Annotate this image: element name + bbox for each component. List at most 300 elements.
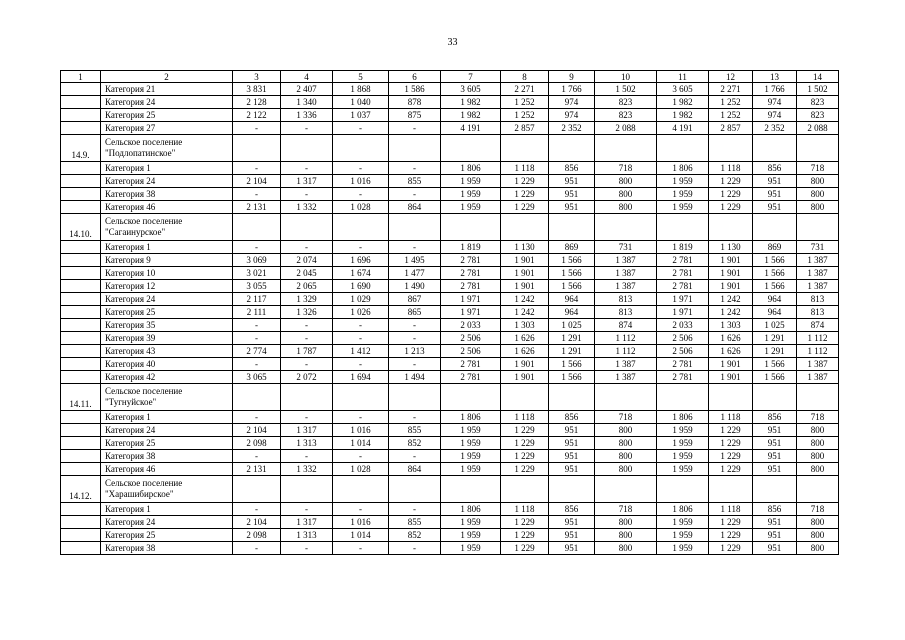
value-cell: 2 098 [233,437,281,450]
table-row [61,188,839,201]
table-row [61,450,839,463]
value-cell: 1 112 [797,345,839,358]
value-cell: 1 291 [753,345,797,358]
value-cell: 1 229 [501,463,549,476]
value-cell: 1 332 [281,201,333,214]
table-row [61,241,839,254]
value-cell: 2 781 [441,267,501,280]
table-row [61,463,839,476]
value-cell: 869 [753,241,797,254]
value-cell: 1 387 [595,280,657,293]
empty-cell [753,214,797,241]
value-cell: 1 252 [501,109,549,122]
value-cell: 800 [797,450,839,463]
value-cell: 1 387 [797,254,839,267]
value-cell: 2 506 [441,345,501,358]
value-cell: 2 857 [501,122,549,135]
value-cell: 2 111 [233,306,281,319]
value-cell: 2 131 [233,201,281,214]
value-cell: 874 [797,319,839,332]
column-header: 10 [595,71,657,83]
value-cell: 1 336 [281,109,333,122]
value-cell: 1 626 [709,345,753,358]
value-cell: 951 [549,516,595,529]
value-cell: 852 [389,437,441,450]
row-number [61,293,101,306]
value-cell: 1 959 [657,529,709,542]
row-number [61,319,101,332]
value-cell: 951 [753,529,797,542]
empty-cell [709,135,753,162]
value-cell: 2 088 [595,122,657,135]
row-number [61,358,101,371]
value-cell: 2 104 [233,424,281,437]
value-cell: 718 [797,411,839,424]
value-cell: 951 [753,188,797,201]
value-cell: 1 787 [281,345,333,358]
section-row [61,384,839,411]
value-cell: 800 [797,175,839,188]
value-cell: - [233,332,281,345]
row-number [61,371,101,384]
value-cell: 1 901 [501,254,549,267]
value-cell: 1 317 [281,424,333,437]
value-cell: 1 229 [709,175,753,188]
value-cell: 951 [753,437,797,450]
value-cell: 1 696 [333,254,389,267]
value-cell: 951 [549,188,595,201]
value-cell: 1 971 [657,306,709,319]
value-cell: 1 806 [657,503,709,516]
value-cell: 856 [549,162,595,175]
value-cell: 3 605 [657,83,709,96]
value-cell: 1 029 [333,293,389,306]
value-cell: 1 766 [549,83,595,96]
empty-cell [389,135,441,162]
value-cell: 1 040 [333,96,389,109]
section-number: 14.11. [61,384,101,411]
value-cell: 855 [389,175,441,188]
value-cell: 2 271 [501,83,549,96]
empty-cell [709,384,753,411]
value-cell: 2 033 [657,319,709,332]
table-row [61,96,839,109]
value-cell: 1 626 [501,332,549,345]
value-cell: 1 130 [709,241,753,254]
value-cell: 951 [549,463,595,476]
empty-cell [657,214,709,241]
value-cell: 867 [389,293,441,306]
value-cell: 1 959 [441,463,501,476]
value-cell: 2 781 [441,280,501,293]
value-cell: 800 [797,516,839,529]
value-cell: 1 291 [753,332,797,345]
value-cell: 951 [549,542,595,555]
value-cell: 1 566 [549,267,595,280]
value-cell: 4 191 [657,122,709,135]
value-cell: 1 229 [501,424,549,437]
value-cell: 1 626 [709,332,753,345]
value-cell: 1 901 [501,371,549,384]
tariff-table [60,70,839,555]
empty-cell [549,384,595,411]
empty-cell [441,476,501,503]
value-cell: 1 806 [441,503,501,516]
value-cell: 1 242 [501,293,549,306]
section-row [61,214,839,241]
empty-cell [233,384,281,411]
table-row [61,345,839,358]
value-cell: 1 340 [281,96,333,109]
value-cell: 1 806 [441,162,501,175]
value-cell: 1 028 [333,463,389,476]
value-cell: 800 [797,437,839,450]
value-cell: - [333,319,389,332]
empty-cell [797,476,839,503]
value-cell: 1 502 [797,83,839,96]
empty-cell [549,135,595,162]
value-cell: 1 566 [549,280,595,293]
table-body [61,71,839,555]
value-cell: 1 959 [441,542,501,555]
section-name-line2: "Сагаинурское" [105,227,166,237]
value-cell: 1 694 [333,371,389,384]
value-cell: 1 387 [595,358,657,371]
value-cell: - [389,332,441,345]
table-row [61,332,839,345]
empty-cell [389,476,441,503]
empty-cell [595,214,657,241]
value-cell: 1 495 [389,254,441,267]
value-cell: 1 252 [709,109,753,122]
value-cell: 800 [595,188,657,201]
value-cell: 1 118 [709,162,753,175]
value-cell: 1 626 [501,345,549,358]
value-cell: 3 055 [233,280,281,293]
value-cell: 1 229 [709,201,753,214]
value-cell: - [233,358,281,371]
value-cell: 951 [753,424,797,437]
column-header: 8 [501,71,549,83]
value-cell: 1 971 [657,293,709,306]
table-row [61,371,839,384]
column-header: 7 [441,71,501,83]
value-cell: 823 [595,96,657,109]
empty-cell [389,214,441,241]
value-cell: - [389,241,441,254]
value-cell: 1 959 [441,516,501,529]
value-cell: 3 605 [441,83,501,96]
section-name-line1: Сельское поселение [105,478,183,488]
value-cell: - [333,542,389,555]
empty-cell [501,476,549,503]
row-number [61,83,101,96]
value-cell: 800 [797,463,839,476]
value-cell: 1 242 [501,306,549,319]
value-cell: 1 959 [441,201,501,214]
section-name [101,135,233,162]
value-cell: 951 [549,437,595,450]
value-cell: 1 901 [501,280,549,293]
empty-cell [389,384,441,411]
value-cell: 951 [753,463,797,476]
value-cell: 964 [753,306,797,319]
value-cell: 2 072 [281,371,333,384]
value-cell: 1 502 [595,83,657,96]
value-cell: - [333,411,389,424]
row-number [61,450,101,463]
value-cell: 1 387 [797,267,839,280]
row-number [61,109,101,122]
header-row [61,71,839,83]
value-cell: 1 674 [333,267,389,280]
value-cell: 1 229 [501,437,549,450]
value-cell: 1 025 [753,319,797,332]
value-cell: 718 [797,503,839,516]
value-cell: - [233,122,281,135]
value-cell: 800 [595,529,657,542]
row-number [61,122,101,135]
empty-cell [501,135,549,162]
value-cell: 974 [753,109,797,122]
row-number [61,516,101,529]
empty-cell [441,214,501,241]
value-cell: 869 [549,241,595,254]
category-name: Категория 1 [101,411,233,424]
value-cell: 1 014 [333,437,389,450]
row-number [61,503,101,516]
category-name: Категория 25 [101,306,233,319]
value-cell: 2 857 [709,122,753,135]
row-number [61,306,101,319]
category-name: Категория 24 [101,424,233,437]
value-cell: - [333,450,389,463]
value-cell: - [281,542,333,555]
table-row [61,358,839,371]
value-cell: 1 982 [441,96,501,109]
value-cell: 3 069 [233,254,281,267]
value-cell: 1 229 [501,201,549,214]
value-cell: - [389,358,441,371]
value-cell: 2 781 [657,358,709,371]
value-cell: - [233,450,281,463]
value-cell: 1 690 [333,280,389,293]
value-cell: 1 959 [657,201,709,214]
value-cell: 1 242 [709,293,753,306]
empty-cell [753,476,797,503]
empty-cell [441,135,501,162]
value-cell: 731 [797,241,839,254]
value-cell: 1 959 [441,437,501,450]
value-cell: 856 [549,411,595,424]
category-name: Категория 12 [101,280,233,293]
value-cell: - [389,450,441,463]
value-cell: 800 [797,542,839,555]
value-cell: 2 074 [281,254,333,267]
value-cell: 1 971 [441,293,501,306]
row-number [61,267,101,280]
section-row [61,135,839,162]
value-cell: 823 [595,109,657,122]
value-cell: 1 387 [797,358,839,371]
table-row [61,201,839,214]
value-cell: 1 291 [549,332,595,345]
value-cell: 2 122 [233,109,281,122]
value-cell: 1 387 [595,267,657,280]
column-header: 1 [61,71,101,83]
value-cell: 1 252 [709,96,753,109]
value-cell: 1 819 [441,241,501,254]
value-cell: - [233,241,281,254]
category-name: Категория 40 [101,358,233,371]
empty-cell [333,214,389,241]
value-cell: 800 [797,424,839,437]
row-number [61,254,101,267]
value-cell: - [233,503,281,516]
value-cell: 1 016 [333,516,389,529]
row-number [61,424,101,437]
value-cell: 1 566 [753,358,797,371]
value-cell: 1 959 [657,450,709,463]
value-cell: 2 088 [797,122,839,135]
value-cell: 1 026 [333,306,389,319]
value-cell: 718 [595,162,657,175]
value-cell: 1 959 [441,175,501,188]
value-cell: 2 781 [657,267,709,280]
value-cell: 856 [753,503,797,516]
value-cell: 3 021 [233,267,281,280]
value-cell: 823 [797,109,839,122]
empty-cell [333,135,389,162]
section-name-line2: "Подлопатинское" [105,148,176,158]
value-cell: 1 130 [501,241,549,254]
column-header: 13 [753,71,797,83]
value-cell: - [233,319,281,332]
value-cell: 1 028 [333,201,389,214]
value-cell: 1 959 [657,175,709,188]
value-cell: - [333,503,389,516]
row-number [61,201,101,214]
value-cell: 2 117 [233,293,281,306]
value-cell: 1 586 [389,83,441,96]
value-cell: 1 971 [441,306,501,319]
value-cell: - [281,332,333,345]
column-header: 4 [281,71,333,83]
value-cell: 1 566 [549,371,595,384]
value-cell: 1 229 [501,542,549,555]
row-number [61,411,101,424]
table-row [61,175,839,188]
row-number [61,529,101,542]
value-cell: 1 303 [709,319,753,332]
category-name: Категория 25 [101,437,233,450]
table-row [61,529,839,542]
value-cell: 1 229 [709,188,753,201]
empty-cell [709,476,753,503]
value-cell: 2 033 [441,319,501,332]
row-number [61,96,101,109]
empty-cell [595,384,657,411]
value-cell: 1 566 [753,267,797,280]
value-cell: 2 407 [281,83,333,96]
value-cell: 2 506 [441,332,501,345]
value-cell: 951 [549,529,595,542]
value-cell: 1 982 [657,109,709,122]
value-cell: 1 477 [389,267,441,280]
table-row [61,424,839,437]
empty-cell [501,214,549,241]
table-row [61,83,839,96]
value-cell: 1 118 [709,411,753,424]
column-header: 12 [709,71,753,83]
value-cell: 1 868 [333,83,389,96]
value-cell: 1 313 [281,437,333,450]
table-row [61,437,839,450]
row-number [61,345,101,358]
row-number [61,241,101,254]
value-cell: 1 213 [389,345,441,358]
value-cell: 813 [595,293,657,306]
column-header: 2 [101,71,233,83]
value-cell: 1 806 [657,411,709,424]
row-number [61,437,101,450]
table-row [61,306,839,319]
value-cell: 2 506 [657,332,709,345]
value-cell: 800 [595,175,657,188]
value-cell: 1 387 [797,280,839,293]
column-header: 11 [657,71,709,83]
value-cell: 1 303 [501,319,549,332]
empty-cell [797,214,839,241]
table-row [61,254,839,267]
value-cell: 813 [797,293,839,306]
value-cell: 1 959 [657,437,709,450]
value-cell: - [281,162,333,175]
value-cell: 1 118 [709,503,753,516]
value-cell: 800 [595,463,657,476]
value-cell: - [281,450,333,463]
table-row [61,280,839,293]
value-cell: 731 [595,241,657,254]
table-row [61,109,839,122]
value-cell: 1 313 [281,529,333,542]
value-cell: 875 [389,109,441,122]
value-cell: 1 118 [501,411,549,424]
section-number: 14.10. [61,214,101,241]
section-number: 14.9. [61,135,101,162]
value-cell: 2 098 [233,529,281,542]
value-cell: 1 901 [709,371,753,384]
value-cell: 1 229 [709,450,753,463]
value-cell: 800 [595,450,657,463]
value-cell: - [333,358,389,371]
value-cell: 2 065 [281,280,333,293]
category-name: Категория 38 [101,450,233,463]
value-cell: 718 [797,162,839,175]
value-cell: 1 766 [753,83,797,96]
value-cell: 1 566 [753,371,797,384]
value-cell: - [333,332,389,345]
category-name: Категория 27 [101,122,233,135]
value-cell: 1 252 [501,96,549,109]
value-cell: 1 112 [595,345,657,358]
empty-cell [797,384,839,411]
page-number: 33 [447,37,458,48]
value-cell: 718 [595,503,657,516]
value-cell: 1 959 [657,463,709,476]
value-cell: - [281,503,333,516]
category-name: Категория 24 [101,293,233,306]
